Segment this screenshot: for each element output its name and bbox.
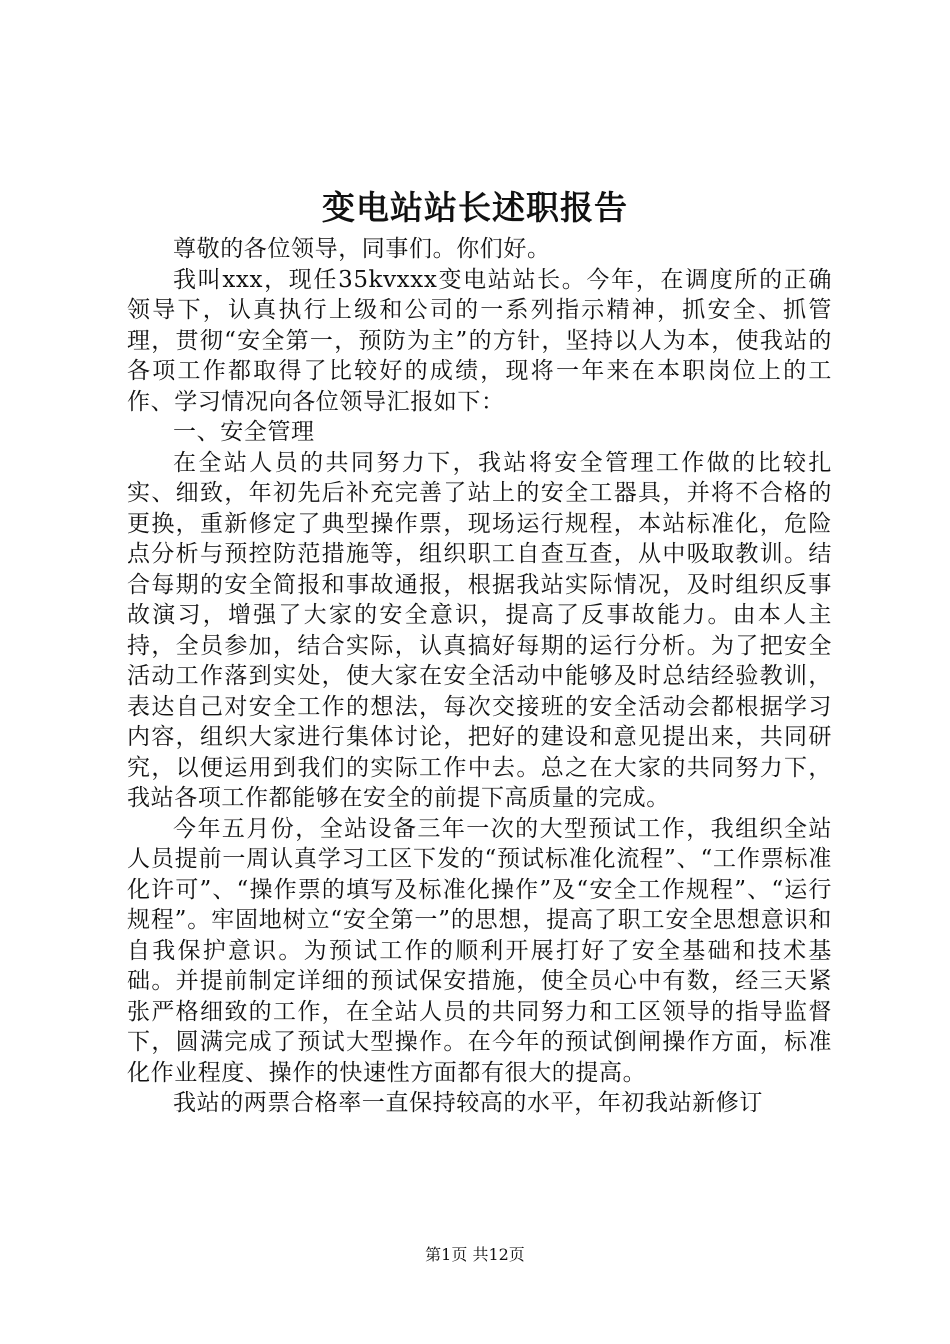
intro-paragraph: 我叫xxx，现任35kvxxx变电站站长。今年，在调度所的正确领导下，认真执行上级和公司的一系列指示精神，抓安全、抓管理，贯彻“安全第一，预防为主”的方针，坚持以人为本，使我站的各项工作都取得了比较好的成绩，现将一年来在本职岗位上的工作、学习情况向各位领导汇报如下：: [127, 266, 832, 415]
document-body: [127, 234, 832, 1119]
ticket-paragraph: 我站的两票合格率一直保持较高的水平，年初我站新修订: [173, 1090, 763, 1116]
document-title: 变电站站长述职报告: [322, 188, 628, 227]
section-heading: 一、安全管理: [173, 419, 315, 445]
greeting-paragraph: 尊敬的各位领导，同事们。你们好。: [173, 236, 551, 262]
safety-paragraph: 在全站人员的共同努力下，我站将安全管理工作做的比较扎实、细致，年初先后补充完善了站上的安全工器具，并将不合格的更换，重新修定了典型操作票，现场运行规程，本站标准化，危险点分析与预控防范措施等，组织职工自查互查，从中吸取教训。结合每期的安全简报和事故通报，根据我站实际情况，及时组织反事故演习，增强了大家的安全意识，提高了反事故能力。由本人主持，全员参加，结合实际，认真搞好每期的运行分析。为了把安全活动工作落到实处，使大家在安全活动中能够及时总结经验教训，表达自己对安全工作的想法，每次交接班的安全活动会都根据学习内容，组织大家进行集体讨论，把好的建设和意见提出来，共同研究，以便运用到我们的实际工作中去。总之在大家的共同努力下，我站各项工作都能够在安全的前提下高质量的完成。: [127, 449, 832, 811]
pretest-paragraph: 今年五月份，全站设备三年一次的大型预试工作，我组织全站人员提前一周认真学习工区下发的“预试标准化流程”、“工作票标准化许可”、“操作票的填写及标准化操作”及“安全工作规程”、“运行规程”。牢固地树立“安全第一”的思想，提高了职工安全思想意识和自我保护意识。为预试工作的顺利开展打好了安全基础和技术基础。并提前制定详细的预试保安措施，使全员心中有数，经三天紧张严格细致的工作，在全站人员的共同努力和工区领导的指导监督下，圆满完成了预试大型操作。在今年的预试倒闸操作方面，标准化作业程度、操作的快速性方面都有很大的提高。: [127, 815, 832, 1086]
page-footer: 第1页 共12页: [425, 1245, 525, 1264]
